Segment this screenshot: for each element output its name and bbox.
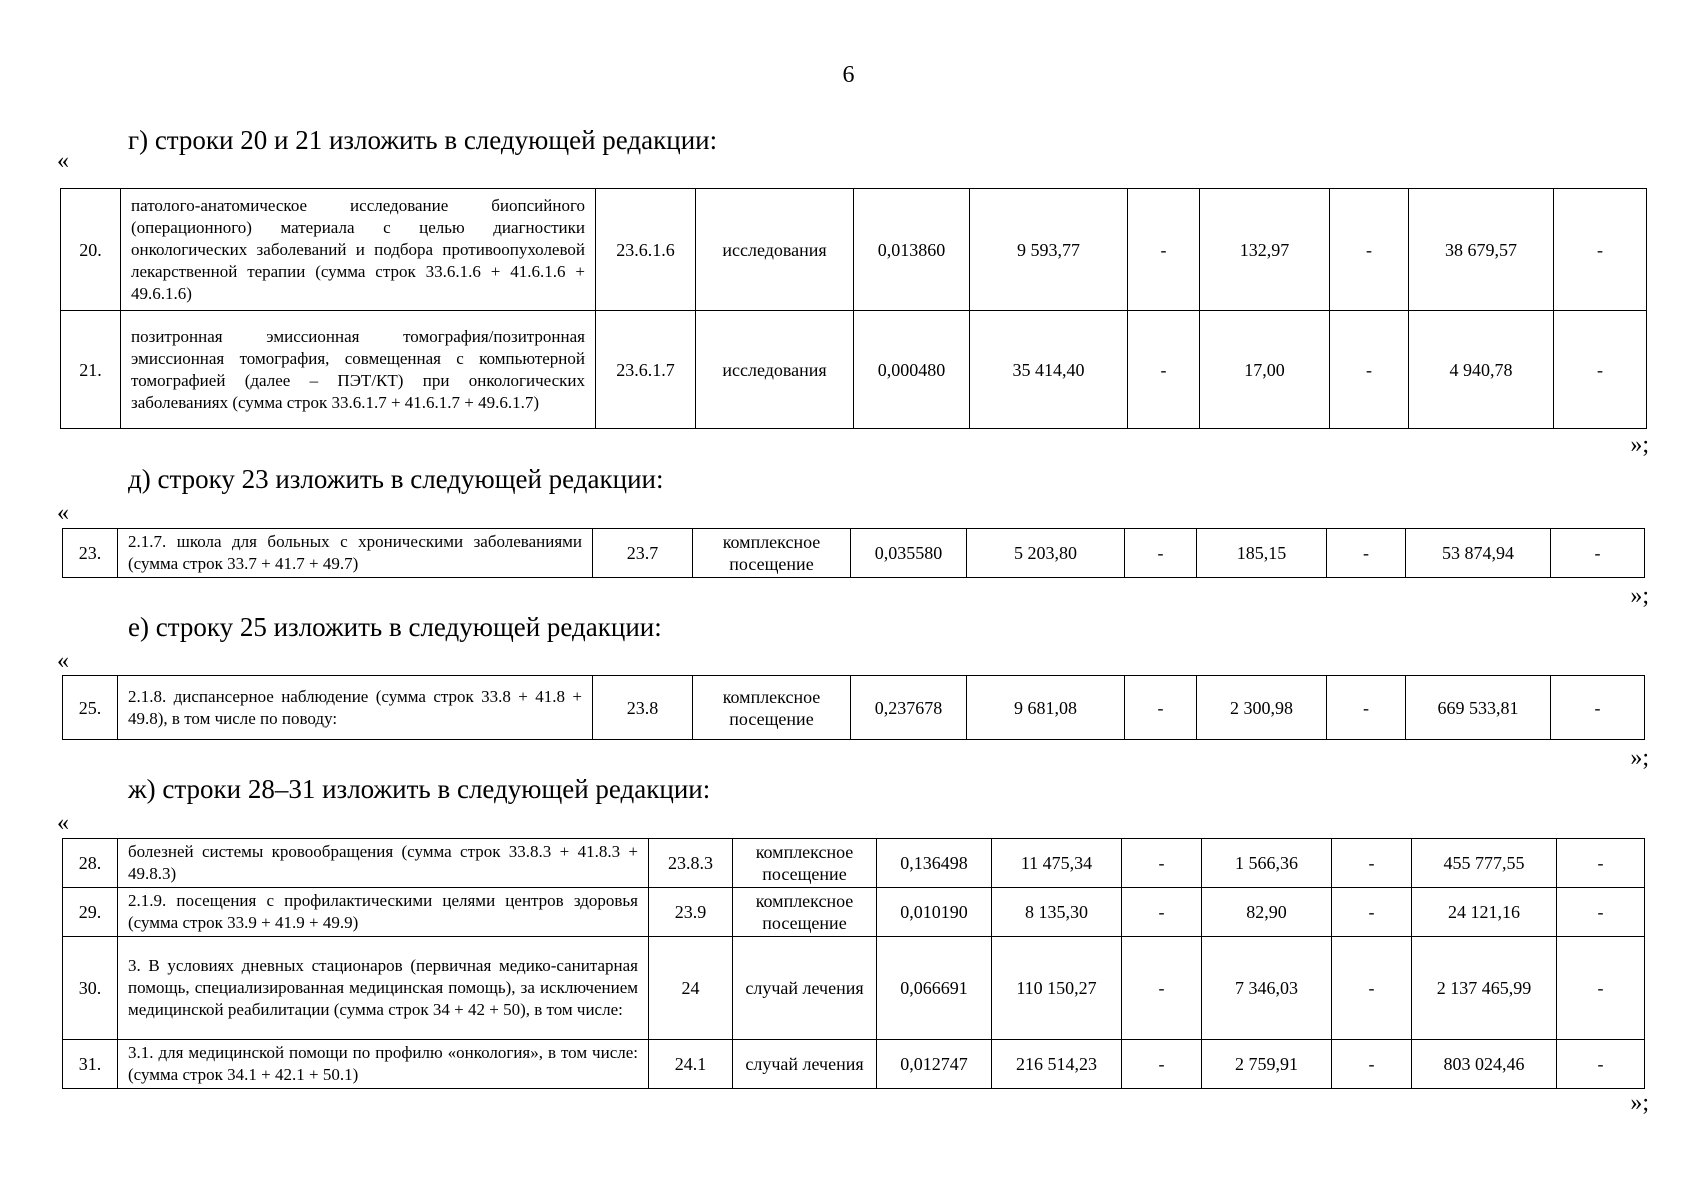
row-value-5: - [1332,1040,1412,1089]
row-value-3: - [1128,311,1200,429]
row-code: 24 [649,937,733,1040]
quote-close: »; [1630,432,1649,458]
row-description: 2.1.7. школа для больных с хроническими заболеваниями (сумма строк 33.7 + 41.7 + 49.7) [118,529,593,578]
row-value-4: 185,15 [1197,529,1327,578]
row-description: 3.1. для медицинской помощи по профилю «онкология», в том числе: (сумма строк 34.1 + 42.1 + 50.1) [118,1040,649,1089]
section-heading-zh: ж) строки 28–31 изложить в следующей редакции: [128,774,711,804]
row-unit: комплексное посещение [733,888,877,937]
row-value-6: 4 940,78 [1409,311,1554,429]
quote-open: « [57,648,69,674]
row-value-5: - [1332,888,1412,937]
table-row [63,888,1645,937]
row-number: 31. [63,1040,118,1089]
row-value-2: 9 681,08 [967,676,1125,740]
table-row [63,839,1645,888]
row-value-1: 0,000480 [854,311,970,429]
row-value-7: - [1557,1040,1645,1089]
row-value-5: - [1327,676,1406,740]
row-unit: исследования [696,311,854,429]
row-description: 2.1.9. посещения с профилактическими целями центров здоровья (сумма строк 33.9 + 41.9 + 49.9) [118,888,649,937]
table-row [61,189,1647,311]
row-number: 28. [63,839,118,888]
row-value-2: 110 150,27 [992,937,1122,1040]
row-value-3: - [1122,839,1202,888]
section-heading-d: д) строку 23 изложить в следующей редакции: [128,464,664,494]
row-unit: случай лечения [733,937,877,1040]
row-code: 23.6.1.6 [596,189,696,311]
row-value-6: 803 024,46 [1412,1040,1557,1089]
table-row [63,1040,1645,1089]
row-value-6: 669 533,81 [1406,676,1551,740]
row-value-3: - [1125,529,1197,578]
row-value-1: 0,136498 [877,839,992,888]
row-value-5: - [1327,529,1406,578]
table-row [63,937,1645,1040]
row-value-3: - [1125,676,1197,740]
row-value-2: 11 475,34 [992,839,1122,888]
section-heading-e: е) строку 25 изложить в следующей редакции: [128,612,662,642]
row-value-7: - [1554,189,1647,311]
row-value-2: 9 593,77 [970,189,1128,311]
row-value-3: - [1122,888,1202,937]
row-value-4: 82,90 [1202,888,1332,937]
row-code: 24.1 [649,1040,733,1089]
quote-open: « [57,810,69,836]
table-row [63,529,1645,578]
row-value-6: 53 874,94 [1406,529,1551,578]
row-value-3: - [1122,937,1202,1040]
row-value-4: 2 759,91 [1202,1040,1332,1089]
row-unit: исследования [696,189,854,311]
row-value-6: 38 679,57 [1409,189,1554,311]
row-description: 3. В условиях дневных стационаров (первичная медико-санитарная помощь, специализированная медицинская помощь), за исключением медицинской реабилитации (сумма строк 34 + 42 + 50), в том числе: [118,937,649,1040]
row-value-1: 0,066691 [877,937,992,1040]
row-value-5: - [1330,311,1409,429]
row-number: 23. [63,529,118,578]
row-unit: комплексное посещение [693,676,851,740]
row-value-1: 0,013860 [854,189,970,311]
row-value-2: 216 514,23 [992,1040,1122,1089]
row-number: 20. [61,189,121,311]
row-value-1: 0,035580 [851,529,967,578]
row-value-6: 455 777,55 [1412,839,1557,888]
quote-open: « [57,500,69,526]
row-value-6: 2 137 465,99 [1412,937,1557,1040]
row-value-2: 35 414,40 [970,311,1128,429]
row-value-5: - [1332,937,1412,1040]
row-number: 21. [61,311,121,429]
row-description: болезней системы кровообращения (сумма строк 33.8.3 + 41.8.3 + 49.8.3) [118,839,649,888]
row-value-7: - [1557,839,1645,888]
row-value-4: 17,00 [1200,311,1330,429]
quote-close: »; [1630,1090,1649,1116]
quote-open: « [57,148,69,174]
table-row-25 [62,675,1645,740]
row-value-4: 1 566,36 [1202,839,1332,888]
row-value-5: - [1330,189,1409,311]
quote-close: »; [1630,745,1649,771]
row-unit: комплексное посещение [693,529,851,578]
row-value-7: - [1551,676,1645,740]
row-value-7: - [1557,888,1645,937]
row-number: 29. [63,888,118,937]
row-value-2: 8 135,30 [992,888,1122,937]
page-number: 6 [842,62,855,88]
row-code: 23.6.1.7 [596,311,696,429]
table-row [63,676,1645,740]
row-value-1: 0,010190 [877,888,992,937]
row-code: 23.8 [593,676,693,740]
row-description: позитронная эмиссионная томография/позитронная эмиссионная томография, совмещенная с компьютерной томографией (далее – ПЭТ/КТ) при онкологических заболеваниях (сумма строк 33.6.1.7 + 41.6.1.7 + 49.6.1.7) [121,311,596,429]
row-value-6: 24 121,16 [1412,888,1557,937]
row-value-3: - [1122,1040,1202,1089]
table-rows-20-21 [60,188,1647,429]
row-number: 30. [63,937,118,1040]
row-code: 23.8.3 [649,839,733,888]
table-row-23 [62,528,1645,578]
section-heading-g: г) строки 20 и 21 изложить в следующей редакции: [128,125,718,155]
row-value-1: 0,012747 [877,1040,992,1089]
row-code: 23.7 [593,529,693,578]
row-unit: случай лечения [733,1040,877,1089]
row-value-2: 5 203,80 [967,529,1125,578]
row-description: 2.1.8. диспансерное наблюдение (сумма строк 33.8 + 41.8 + 49.8), в том числе по поводу: [118,676,593,740]
row-value-3: - [1128,189,1200,311]
row-value-7: - [1557,937,1645,1040]
row-value-5: - [1332,839,1412,888]
row-description: патолого-анатомическое исследование биопсийного (операционного) материала с целью диагностики онкологических заболеваний и подбора противоопухолевой лекарственной терапии (сумма строк 33.6.1.6 + 41.6.1.6 + 49.6.1.6) [121,189,596,311]
table-rows-28-31 [62,838,1645,1089]
row-value-1: 0,237678 [851,676,967,740]
row-number: 25. [63,676,118,740]
row-value-7: - [1551,529,1645,578]
row-value-4: 132,97 [1200,189,1330,311]
table-row [61,311,1647,429]
row-code: 23.9 [649,888,733,937]
row-value-4: 2 300,98 [1197,676,1327,740]
row-value-4: 7 346,03 [1202,937,1332,1040]
row-value-7: - [1554,311,1647,429]
quote-close: »; [1630,583,1649,609]
row-unit: комплексное посещение [733,839,877,888]
